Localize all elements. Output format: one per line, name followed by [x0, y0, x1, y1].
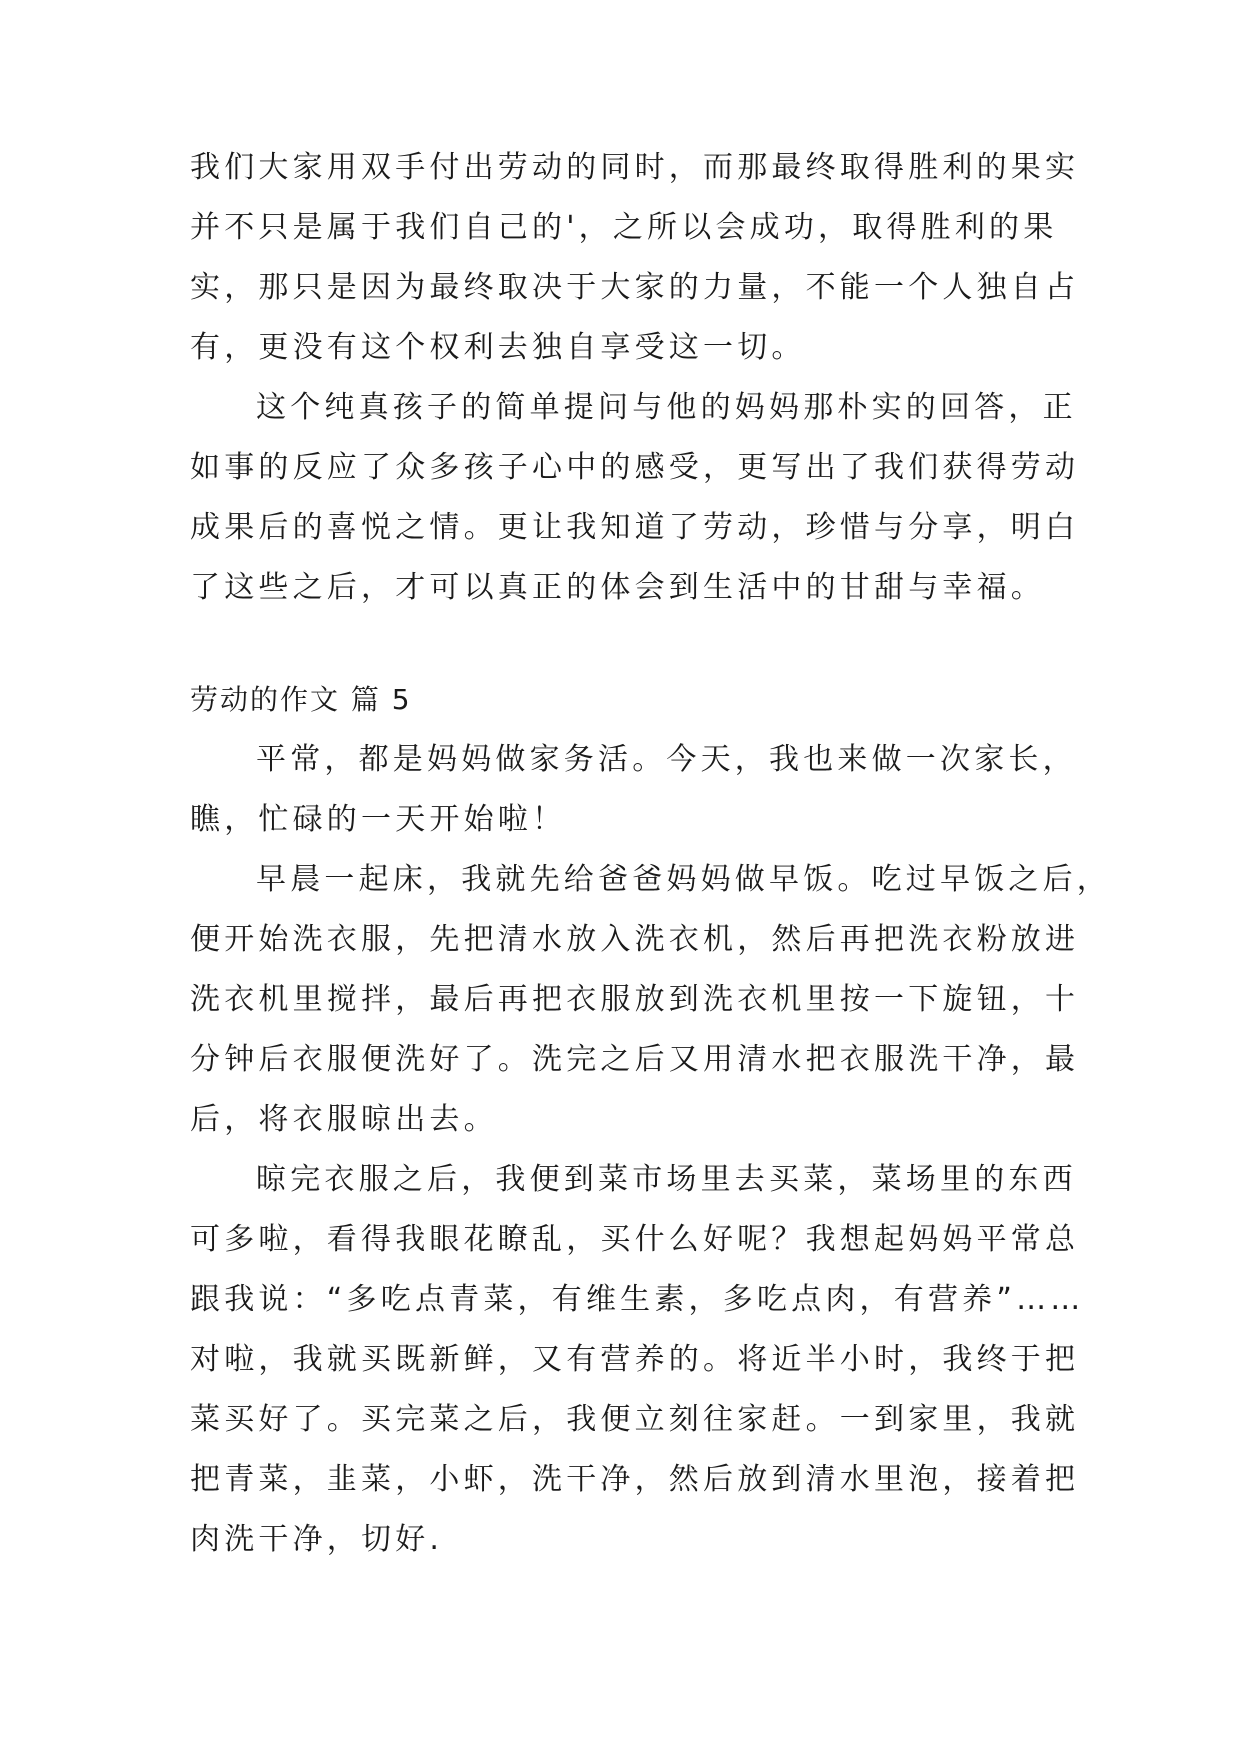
- paragraph-line: 实，那只是因为最终取决于大家的力量，不能一个人独自占: [190, 270, 1080, 305]
- paragraph-line: 早晨一起床，我就先给爸爸妈妈做早饭。吃过早饭之后，: [256, 862, 1111, 897]
- paragraph-line: 便开始洗衣服，先把清水放入洗衣机，然后再把洗衣粉放进: [190, 922, 1080, 957]
- paragraph-line: 成果后的喜悦之情。更让我知道了劳动，珍惜与分享，明白: [190, 510, 1080, 545]
- paragraph-line: 了这些之后，才可以真正的体会到生活中的甘甜与幸福。: [190, 570, 1045, 605]
- paragraph-line: 跟我说：“多吃点青菜，有维生素，多吃点肉，有营养”……: [190, 1282, 1085, 1317]
- paragraph-line: 并不只是属于我们自己的'，之所以会成功，取得胜利的果: [190, 210, 1058, 245]
- paragraph-line: 把青菜，韭菜，小虾，洗干净，然后放到清水里泡，接着把: [190, 1462, 1080, 1497]
- paragraph-line: 如事的反应了众多孩子心中的感受，更写出了我们获得劳动: [190, 450, 1080, 485]
- paragraph-line: 这个纯真孩子的简单提问与他的妈妈那朴实的回答，正: [256, 390, 1077, 425]
- paragraph-line: 有，更没有这个权利去独自享受这一切。: [190, 330, 806, 365]
- paragraph-line: 肉洗干净，切好.: [190, 1522, 444, 1557]
- paragraph-line: 晾完衣服之后，我便到菜市场里去买菜，菜场里的东西: [256, 1162, 1077, 1197]
- paragraph-line: 分钟后衣服便洗好了。洗完之后又用清水把衣服洗干净，最: [190, 1042, 1080, 1077]
- paragraph-line: 后，将衣服晾出去。: [190, 1102, 498, 1137]
- paragraph-line: 可多啦，看得我眼花瞭乱，买什么好呢？我想起妈妈平常总: [190, 1222, 1080, 1257]
- paragraph-line: 对啦，我就买既新鲜，又有营养的。将近半小时，我终于把: [190, 1342, 1080, 1377]
- paragraph-line: 我们大家用双手付出劳动的同时，而那最终取得胜利的果实: [190, 150, 1080, 185]
- paragraph-line: 菜买好了。买完菜之后，我便立刻往家赶。一到家里，我就: [190, 1402, 1080, 1437]
- paragraph-line: 瞧，忙碌的一天开始啦！: [190, 802, 567, 837]
- section-heading: 劳动的作文 篇 5: [190, 683, 412, 716]
- paragraph-line: 洗衣机里搅拌，最后再把衣服放到洗衣机里按一下旋钮，十: [190, 982, 1080, 1017]
- paragraph-line: 平常，都是妈妈做家务活。今天，我也来做一次家长，: [256, 742, 1077, 777]
